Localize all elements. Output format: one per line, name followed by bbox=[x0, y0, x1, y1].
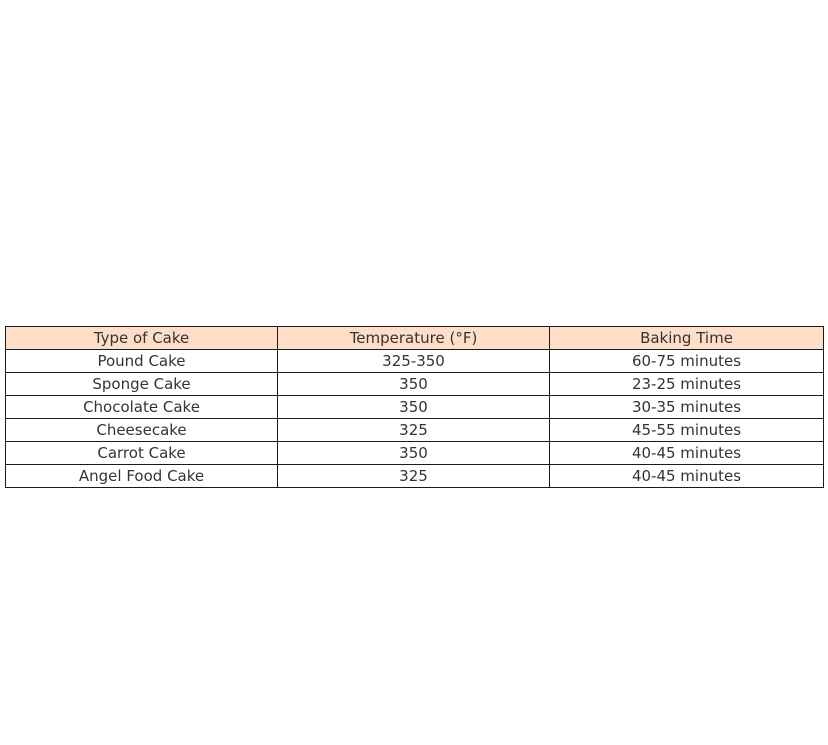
table-cell-temperature: 325 bbox=[278, 419, 550, 442]
table-cell-baking-time: 30-35 minutes bbox=[550, 396, 824, 419]
table-cell-baking-time: 60-75 minutes bbox=[550, 350, 824, 373]
table-cell-baking-time: 23-25 minutes bbox=[550, 373, 824, 396]
table-cell-baking-time: 40-45 minutes bbox=[550, 442, 824, 465]
table-cell-type: Chocolate Cake bbox=[6, 396, 278, 419]
table-cell-type: Pound Cake bbox=[6, 350, 278, 373]
table-row bbox=[6, 419, 824, 442]
column-header-baking-time: Baking Time bbox=[550, 327, 824, 350]
table-cell-temperature: 350 bbox=[278, 442, 550, 465]
table-row bbox=[6, 350, 824, 373]
table-cell-temperature: 350 bbox=[278, 396, 550, 419]
column-header-type: Type of Cake bbox=[6, 327, 278, 350]
header-row bbox=[6, 327, 824, 350]
column-header-temperature: Temperature (°F) bbox=[278, 327, 550, 350]
table-cell-type: Angel Food Cake bbox=[6, 465, 278, 488]
table-cell-type: Carrot Cake bbox=[6, 442, 278, 465]
table-cell-baking-time: 45-55 minutes bbox=[550, 419, 824, 442]
cake-baking-table bbox=[5, 326, 824, 488]
table-cell-temperature: 325-350 bbox=[278, 350, 550, 373]
table-cell-baking-time: 40-45 minutes bbox=[550, 465, 824, 488]
table-cell-type: Cheesecake bbox=[6, 419, 278, 442]
table-cell-temperature: 350 bbox=[278, 373, 550, 396]
table-cell-type: Sponge Cake bbox=[6, 373, 278, 396]
table-cell-temperature: 325 bbox=[278, 465, 550, 488]
table-row bbox=[6, 396, 824, 419]
table-row bbox=[6, 373, 824, 396]
cake-baking-table-container bbox=[5, 326, 823, 488]
table-row bbox=[6, 442, 824, 465]
table-row bbox=[6, 465, 824, 488]
